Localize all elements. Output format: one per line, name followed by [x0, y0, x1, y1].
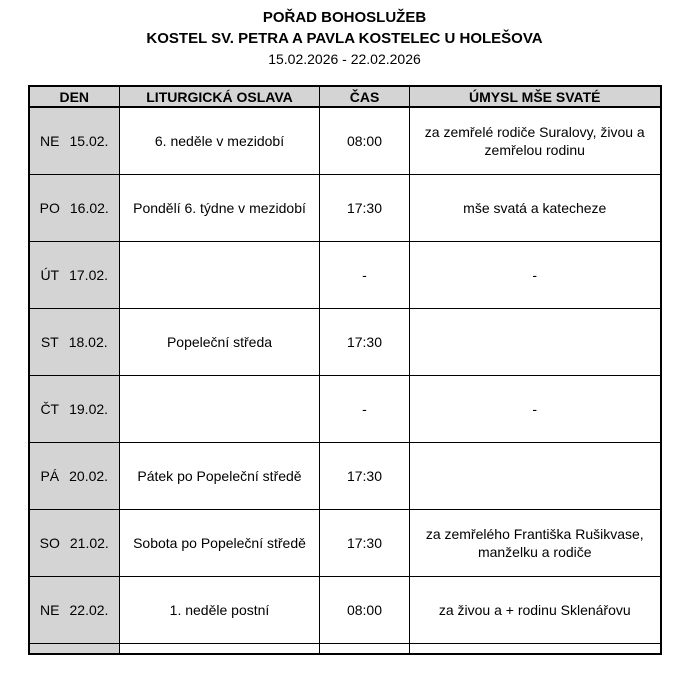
celebration-cell	[120, 375, 320, 442]
table-header	[29, 86, 661, 107]
table-row	[29, 107, 661, 174]
day-cell	[29, 576, 120, 643]
day-date: 22.02.	[69, 601, 109, 618]
day-cell	[29, 375, 120, 442]
day-date: 21.02.	[69, 534, 109, 551]
celebration-cell	[120, 241, 320, 308]
table-row	[29, 241, 661, 308]
footer-cell	[320, 643, 410, 654]
day-cell	[29, 442, 120, 509]
intention-cell: za zemřelé rodiče Suralovy, živou a zemřelou rodinu	[410, 107, 661, 174]
time-cell: 17:30	[320, 509, 410, 576]
day-date: 18.02.	[68, 333, 108, 350]
intention-cell: za živou a + rodinu Sklenářovu	[410, 576, 661, 643]
day-cell	[29, 174, 120, 241]
table-header-row	[29, 86, 661, 107]
document-header	[0, 0, 689, 69]
column-header-den: DEN	[29, 86, 120, 107]
column-header-liturgicka-oslava: LITURGICKÁ OSLAVA	[120, 86, 320, 107]
table-row	[29, 308, 661, 375]
time-cell: 08:00	[320, 107, 410, 174]
time-cell: -	[320, 241, 410, 308]
day-abbrev: ÚT	[40, 266, 60, 283]
column-header-umysl: ÚMYSL MŠE SVATÉ	[410, 86, 661, 107]
day-abbrev: ST	[40, 333, 59, 350]
day-abbrev: ČT	[40, 400, 60, 417]
time-cell: 08:00	[320, 576, 410, 643]
footer-day-cell	[29, 643, 120, 654]
celebration-cell: Sobota po Popeleční středě	[120, 509, 320, 576]
day-date: 15.02.	[69, 132, 109, 149]
celebration-cell: Pondělí 6. týdne v mezidobí	[120, 174, 320, 241]
time-cell: 17:30	[320, 308, 410, 375]
table-row	[29, 174, 661, 241]
footer-cell	[410, 643, 661, 654]
day-abbrev: NE	[40, 132, 60, 149]
day-abbrev: PÁ	[40, 467, 60, 484]
intention-cell: mše svatá a katecheze	[410, 174, 661, 241]
time-cell: 17:30	[320, 174, 410, 241]
table-row	[29, 509, 661, 576]
intention-cell	[410, 308, 661, 375]
page-subtitle: KOSTEL SV. PETRA A PAVLA KOSTELEC U HOLEŠOVA	[146, 30, 543, 47]
day-date: 19.02.	[69, 400, 109, 417]
day-date: 20.02.	[69, 467, 109, 484]
day-abbrev: NE	[40, 601, 60, 618]
table-row	[29, 576, 661, 643]
table-footer-row	[29, 643, 661, 654]
time-cell: -	[320, 375, 410, 442]
day-date: 17.02.	[69, 266, 109, 283]
page-title: POŘAD BOHOSLUŽEB	[262, 9, 427, 26]
day-cell	[29, 107, 120, 174]
day-date: 16.02.	[69, 199, 109, 216]
date-range: 15.02.2026 - 22.02.2026	[268, 51, 421, 67]
table-row	[29, 442, 661, 509]
day-abbrev: SO	[39, 534, 60, 551]
day-cell	[29, 241, 120, 308]
schedule-table	[28, 85, 662, 655]
day-abbrev: PO	[39, 199, 60, 216]
table-row	[29, 375, 661, 442]
celebration-cell: Pátek po Popeleční středě	[120, 442, 320, 509]
table-body	[29, 107, 661, 654]
day-cell	[29, 308, 120, 375]
footer-cell	[120, 643, 320, 654]
intention-cell: -	[410, 241, 661, 308]
intention-cell	[410, 442, 661, 509]
intention-cell: -	[410, 375, 661, 442]
time-cell: 17:30	[320, 442, 410, 509]
celebration-cell: Popeleční středa	[120, 308, 320, 375]
celebration-cell: 6. neděle v mezidobí	[120, 107, 320, 174]
column-header-cas: ČAS	[320, 86, 410, 107]
celebration-cell: 1. neděle postní	[120, 576, 320, 643]
day-cell	[29, 509, 120, 576]
intention-cell: za zemřelého Františka Rušikvase, manželku a rodiče	[410, 509, 661, 576]
